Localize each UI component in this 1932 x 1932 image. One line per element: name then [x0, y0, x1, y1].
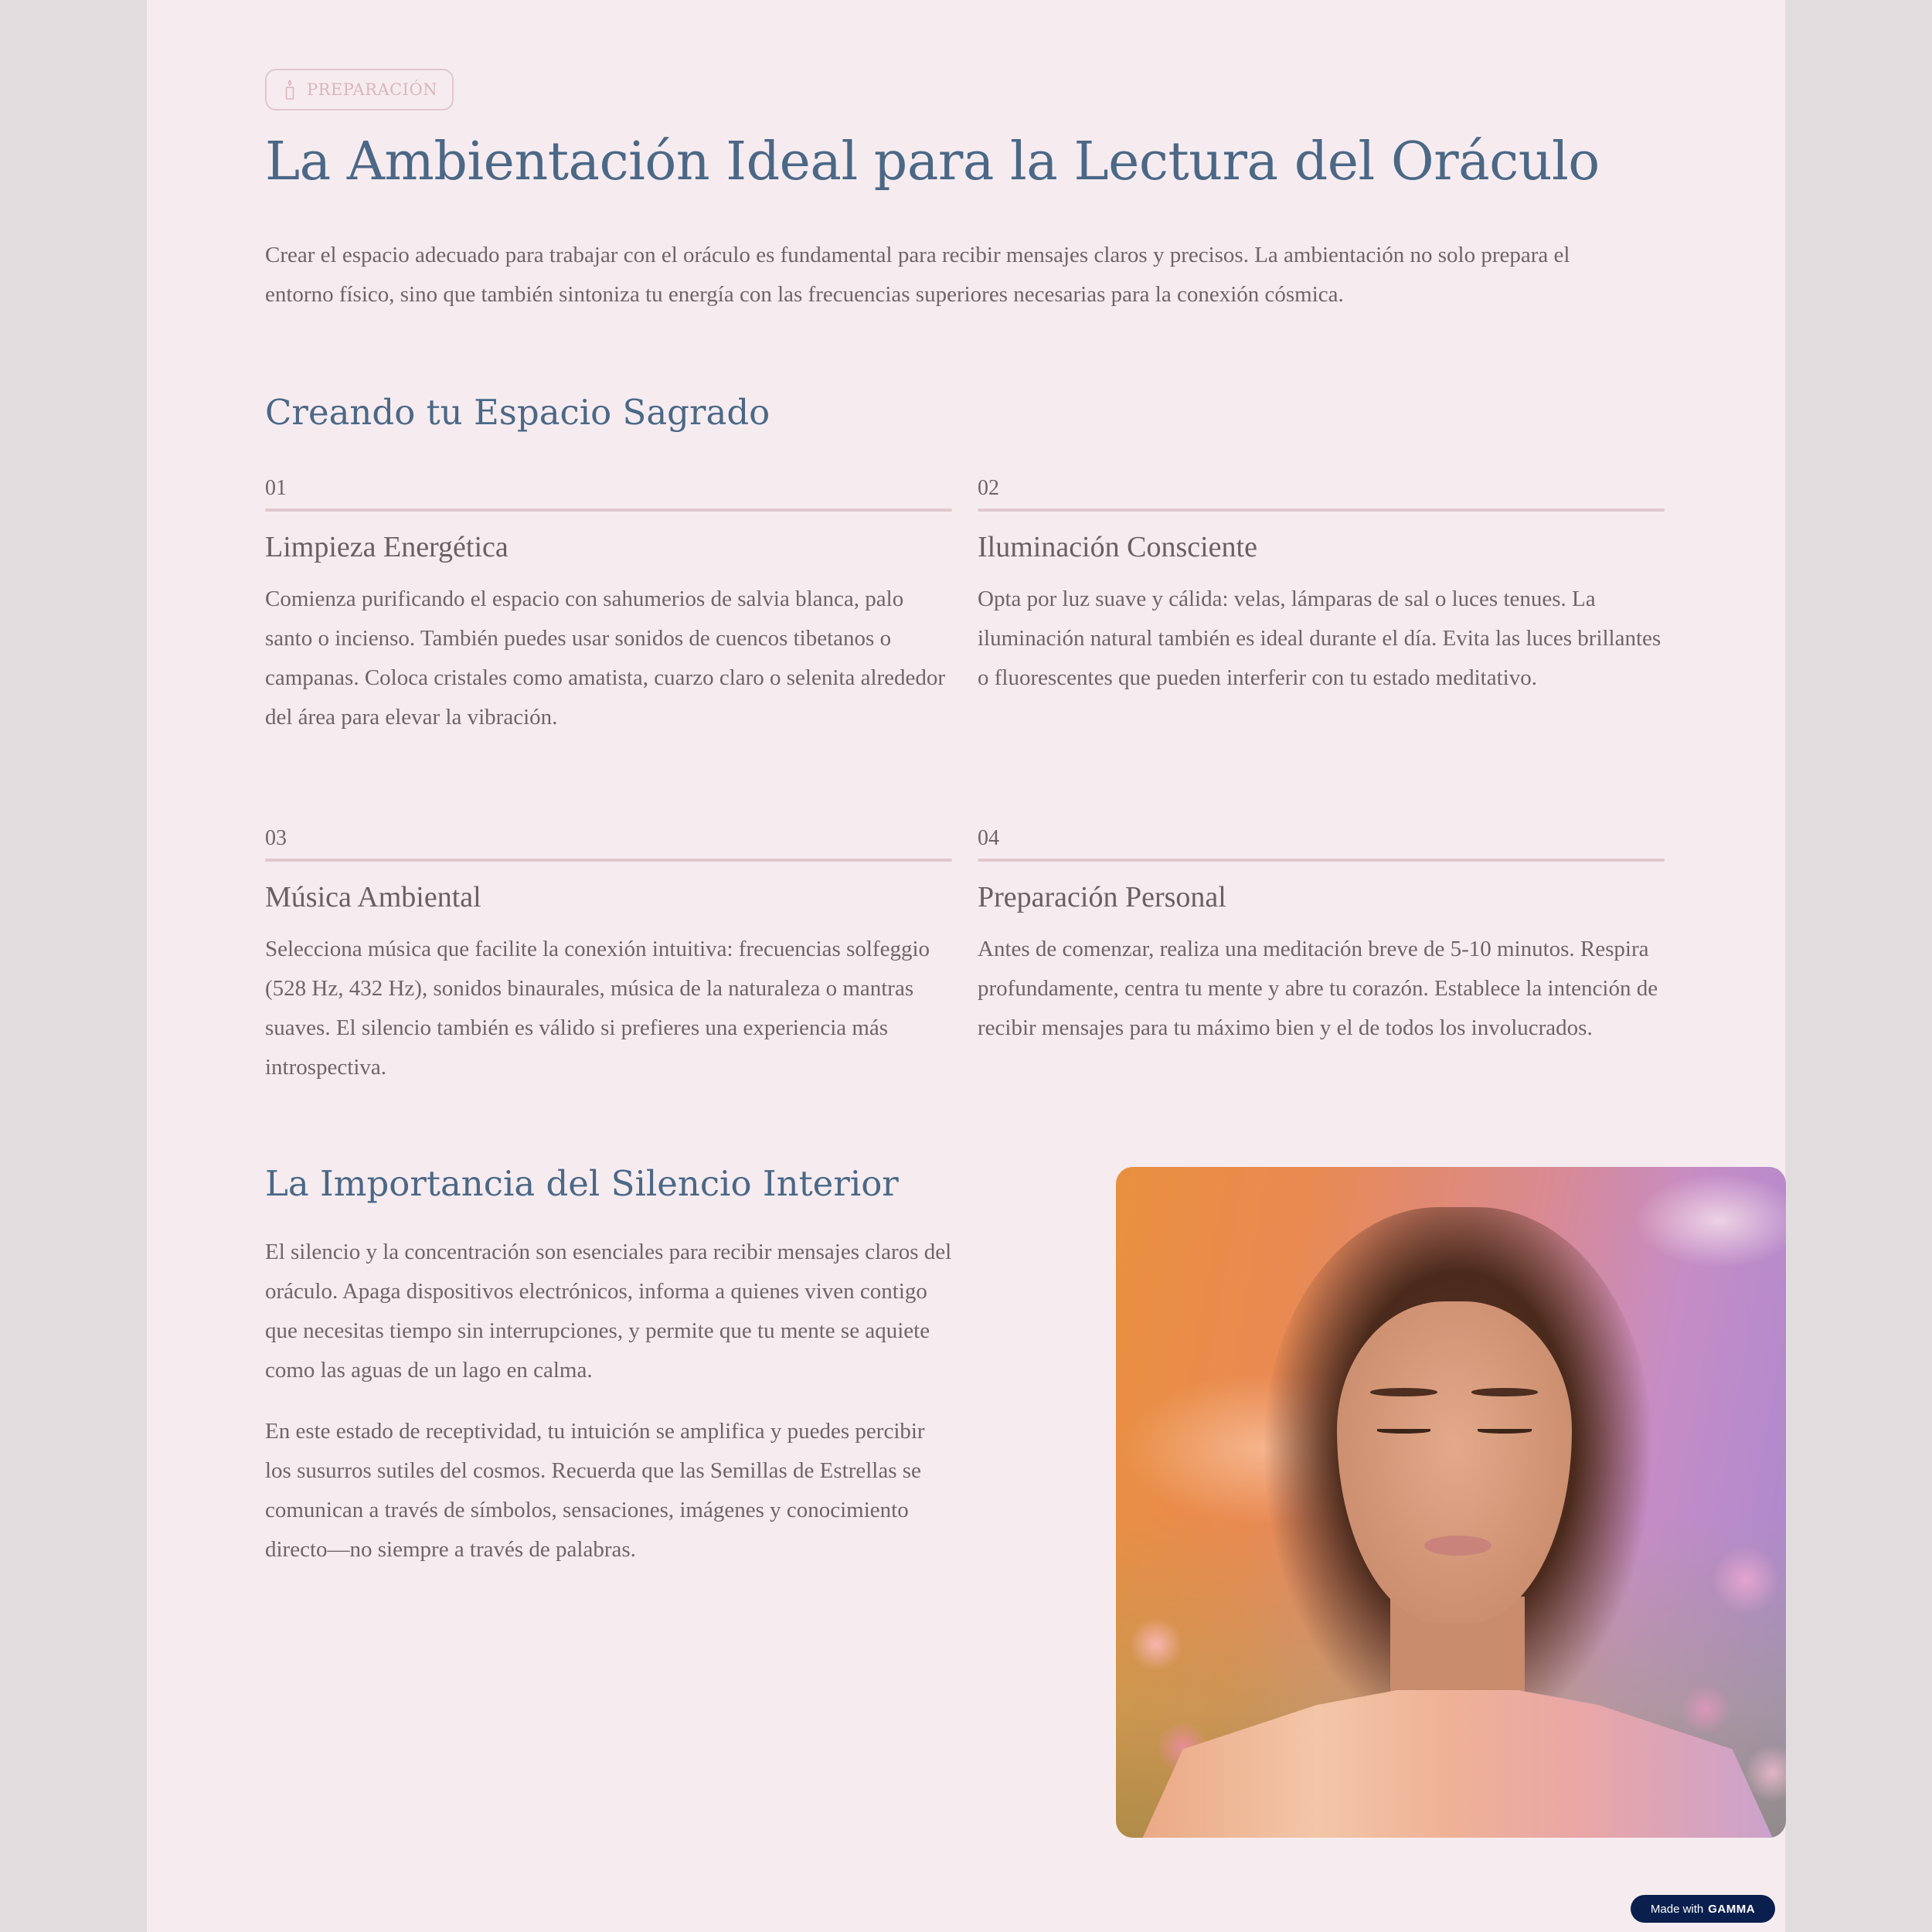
step-divider — [978, 509, 1665, 512]
step-divider — [265, 859, 952, 862]
gamma-logo: GAMMA — [1708, 1902, 1756, 1916]
step-title: Música Ambiental — [265, 881, 481, 913]
eyebrow-shape — [1370, 1388, 1437, 1396]
step-item — [978, 823, 1665, 1048]
silence-text — [265, 1233, 953, 1591]
step-number: 04 — [978, 826, 999, 850]
made-with-gamma-badge[interactable] — [1631, 1895, 1775, 1923]
step-body: Opta por luz suave y cálida: velas, lámparas de sal o luces tenues. La iluminación natural también es ideal durante el día. Evita las luces brillantes o fluorescentes que pueden interferir con tu estado meditativo. — [978, 587, 1662, 690]
candle-icon — [284, 80, 296, 100]
silence-paragraph: En este estado de receptividad, tu intuición se amplifica y puedes percibir los susurros sutiles del cosmos. Recuerda que las Semillas de Estrellas se comunican a través de símbolos, sensaciones, imágenes y conocimiento directo—no siempre a través de palabras. — [265, 1419, 925, 1562]
intro-paragraph: Crear el espacio adecuado para trabajar con el oráculo es fundamental para recibir mensajes claros y precisos. La ambientación no solo prepara el entorno físico, sino que también sintoniza tu energía con las frecuencias superiores necesarias para la conexión cósmica. — [265, 243, 1570, 307]
meditating-woman-image — [1116, 1167, 1786, 1838]
section-badge — [265, 69, 454, 111]
step-divider — [978, 859, 1665, 862]
step-item — [978, 473, 1665, 698]
step-body: Comienza purificando el espacio con sahumerios de salvia blanca, palo santo o incienso. También puedes usar sonidos de cuencos tibetanos o campanas. Coloca cristales como amatista, cuarzo claro o selenita alrededor del área para elevar la vibración. — [265, 587, 946, 730]
made-with-label: Made with — [1650, 1902, 1704, 1916]
eyebrow-shape — [1471, 1388, 1539, 1396]
sacred-space-heading: Creando tu Espacio Sagrado — [265, 392, 770, 433]
step-title: Preparación Personal — [978, 881, 1226, 913]
step-number: 01 — [265, 476, 287, 500]
silence-paragraph: El silencio y la concentración son esenciales para recibir mensajes claros del oráculo. Apaga dispositivos electrónicos, informa a quienes viven contigo que necesitas tiempo sin interrupciones, y permite que tu mente se aquiete como las aguas de un lago en calma. — [265, 1240, 952, 1383]
step-title: Iluminación Consciente — [978, 531, 1257, 563]
step-body: Antes de comenzar, realiza una meditación breve de 5-10 minutos. Respira profundamente, centra tu mente y abre tu corazón. Establece la intención de recibir mensajes para tu máximo bien y el de todos los involucrados. — [978, 937, 1658, 1040]
page-title: La Ambientación Ideal para la Lectura del Oráculo — [265, 131, 1600, 192]
face-shape — [1337, 1301, 1571, 1624]
step-body: Selecciona música que facilite la conexión intuitiva: frecuencias solfeggio (528 Hz, 432 Hz), sonidos binaurales, música de la naturaleza o mantras suaves. El silencio también es válido si prefieres una experiencia más introspectiva. — [265, 937, 930, 1080]
slide-card — [147, 0, 1785, 1932]
step-item — [265, 823, 952, 1087]
step-number: 02 — [978, 476, 999, 500]
step-number: 03 — [265, 826, 287, 850]
step-divider — [265, 509, 952, 512]
badge-label: PREPARACIÓN — [307, 80, 438, 99]
silence-heading: La Importancia del Silencio Interior — [265, 1163, 899, 1204]
step-title: Limpieza Energética — [265, 531, 509, 563]
step-item — [265, 473, 952, 737]
